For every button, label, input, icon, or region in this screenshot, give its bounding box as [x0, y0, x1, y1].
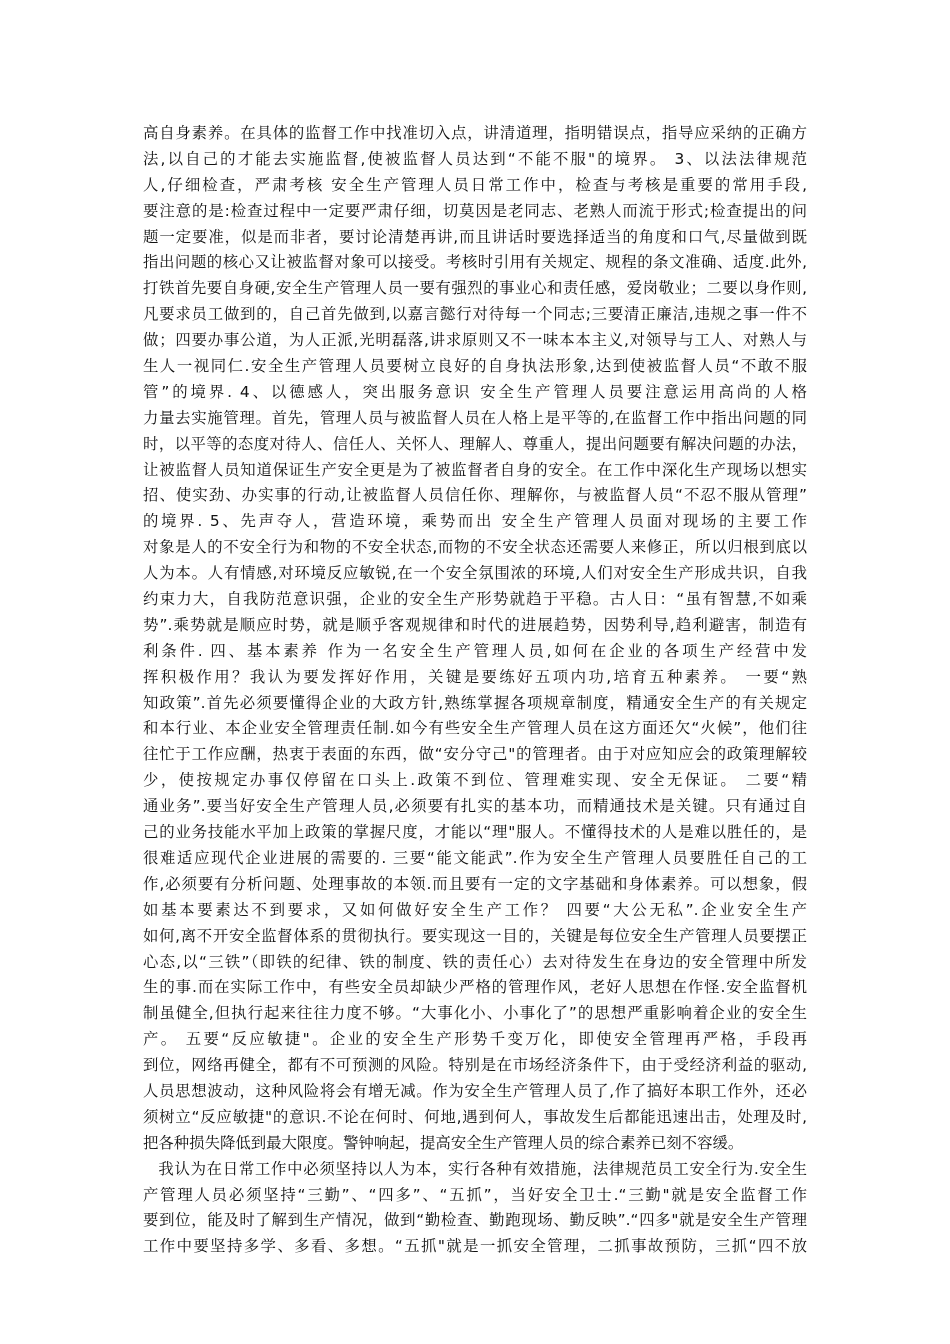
text-line: 法,以自己的才能去实施监督,使被监督人员达到“不能不服"的境界。 3、以法法律规范 [143, 149, 807, 168]
text-line: 势”.乘势就是顺应时势，就是顺乎客观规律和时代的进展趋势，因势利导,趋利避害，制造有 [143, 615, 807, 634]
text-line: 管”的境界. 4、以德感人，突出服务意识 安全生产管理人员要注意运用高尚的人格 [143, 382, 807, 401]
text-line: 凡要求员工做到的，自己首先做到,以嘉言懿行对待每一个同志;三要清正廉洁,违规之事一件不 [143, 305, 807, 324]
text-line: 人为本。人有情感,对环境反应敏锐,在一个安全氛围浓的环境,人们对安全生产形成共识，自我 [143, 564, 807, 583]
text-line: 做；四要办事公道，为人正派,光明磊落,讲求原则又不一味本本主义,对领导与工人、对熟人与 [143, 331, 807, 350]
text-line: 要到位，能及时了解到生产情况，做到“勤检查、勤跑现场、勤反映”.“四多"就是安全生产管理 [143, 1211, 807, 1230]
text-line: 生人一视同仁.安全生产管理人员要树立良好的自身执法形象,达到使被监督人员“不敢不服 [143, 357, 807, 376]
text-line: 力量去实施管理。首先，管理人员与被监督人员在人格上是平等的,在监督工作中指出问题的同 [143, 408, 807, 427]
text-line: 须树立“反应敏捷"的意识.不论在何时、何地,遇到何人，事故发生后都能迅速出击，处理及时, [143, 1107, 807, 1126]
text-line: 题一定要准，似是而非者，要讨论清楚再讲,而且讲话时要选择适当的角度和口气,尽量做到既 [143, 227, 807, 246]
text-line: 利条件. 四、基本素养 作为一名安全生产管理人员,如何在企业的各项生产经营中发 [143, 641, 807, 660]
body-text [143, 121, 807, 1260]
text-line: 约束力大，自我防范意识强，企业的安全生产形势就趋于平稳。古人日：“虽有智慧,不如乘 [143, 590, 807, 609]
text-line: 少，使按规定办事仅停留在口头上.政策不到位、管理难实现、安全无保证。 二要“精 [143, 771, 807, 790]
text-line: 时，以平等的态度对待人、信任人、关怀人、理解人、尊重人，提出问题要有解决问题的办法， [143, 434, 807, 453]
text-line: 人员思想波动，这种风险将会有增无减。作为安全生产管理人员了,作了搞好本职工作外，还必 [143, 1081, 807, 1100]
text-line: 人,仔细检查，严肃考核 安全生产管理人员日常工作中，检查与考核是重要的常用手段, [143, 175, 807, 194]
text-line: 很难适应现代企业进展的需要的. 三要“能文能武”.作为安全生产管理人员要胜任自己的工 [143, 848, 807, 867]
text-line: 让被监督人员知道保证生产安全更是为了被监督者自身的安全。在工作中深化生产现场以想实 [143, 460, 807, 479]
text-line: 己的业务技能水平加上政策的掌握尺度，才能以“理"服人。不懂得技术的人是难以胜任的，是 [143, 823, 807, 842]
text-line: 要注意的是:检查过程中一定要严肃仔细，切莫因是老同志、老熟人而流于形式;检查提出的问 [143, 201, 807, 220]
text-line: 通业务”.要当好安全生产管理人员,必须要有扎实的基本功，而精通技术是关键。只有通过自 [143, 797, 807, 816]
text-line: 心态,以“三铁”（即铁的纪律、铁的制度、铁的责任心）去对待发生在身边的安全管理中所发 [143, 952, 807, 971]
text-line: 产。 五要“反应敏捷"。企业的安全生产形势千变万化，即使安全管理再严格，手段再 [143, 1030, 807, 1049]
text-line: 打铁首先要自身硬,安全生产管理人员一要有强烈的事业心和责任感，爱岗敬业；二要以身作则, [143, 279, 807, 298]
text-line: 如何,离不开安全监督体系的贯彻执行。要实现这一目的，关键是每位安全生产管理人员要摆正 [143, 926, 807, 945]
text-line: 对象是人的不安全行为和物的不安全状态,而物的不安全状态还需要人来修正，所以归根到底以 [143, 538, 807, 557]
text-line: 高自身素养。在具体的监督工作中找准切入点，讲清道理，指明错误点，指导应采纳的正确方 [143, 124, 807, 142]
text-line: 工作中要坚持多学、多看、多想。“五抓"就是一抓安全管理，二抓事故预防，三抓“四不放 [143, 1237, 807, 1256]
text-line: 往忙于工作应酬，热衷于表面的东西，做“安分守己"的管理者。由于对应知应会的政策理解较 [143, 745, 807, 764]
text-line: 我认为在日常工作中必须坚持以人为本，实行各种有效措施，法律规范员工安全行为.安全生 [158, 1159, 807, 1178]
text-line: 生的事.而在实际工作中，有些安全员却缺少严格的管理作风，老好人思想在作怪.安全监督机 [143, 978, 807, 997]
text-line: 到位，网络再健全，都有不可预测的风险。特别是在市场经济条件下，由于受经济利益的驱动, [143, 1056, 807, 1075]
text-line: 和本行业、本企业安全管理责任制.如今有些安全生产管理人员在这方面还欠“火候”，他们往 [143, 719, 807, 738]
text-line: 的境界. 5、先声夺人，营造环境，乘势而出 安全生产管理人员面对现场的主要工作 [143, 512, 807, 531]
text-line: 作,必须要有分析问题、处理事故的本领.而且要有一定的文字基础和身体素养。可以想象，假 [143, 874, 807, 893]
text-line: 如基本要素达不到要求，又如何做好安全生产工作？ 四要“大公无私”.企业安全生产 [143, 900, 807, 919]
text-line: 知政策”.首先必须要懂得企业的大政方针,熟练掌握各项规章制度，精通安全生产的有关规定 [143, 693, 807, 712]
text-line: 把各种损失降低到最大限度。警钟响起，提高安全生产管理人员的综合素养已刻不容缓。 [143, 1133, 744, 1152]
text-line: 招、使实劲、办实事的行动,让被监督人员信任你、理解你，与被监督人员“不忍不服从管理” [143, 486, 807, 505]
text-line: 指出问题的核心又让被监督对象可以接受。考核时引用有关规定、规程的条文准确、适度.此外, [143, 253, 807, 272]
text-line: 挥积极作用？我认为要发挥好作用，关键是要练好五项内功,培育五种素养。 一要“熟 [143, 667, 807, 686]
text-line: 制虽健全,但执行起来往往力度不够。“大事化小、小事化了”的思想严重影响着企业的安全生 [143, 1004, 807, 1023]
text-line: 产管理人员必须坚持“三勤”、“四多”、“五抓”，当好安全卫士.“三勤"就是安全监督工作 [143, 1185, 807, 1204]
